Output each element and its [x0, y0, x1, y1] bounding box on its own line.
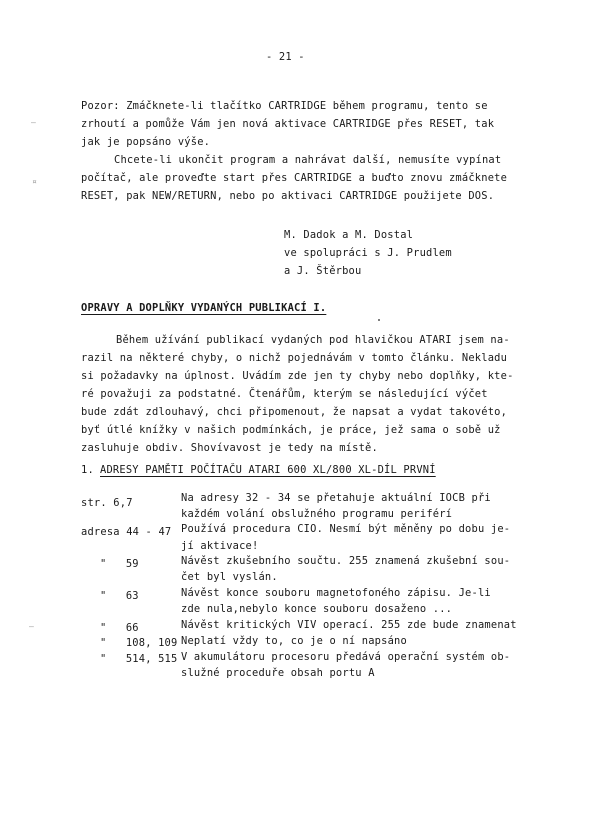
intro-line-3: si požadavky na úplnost. Uvádím zde jen ty chyby nebo doplňky, kte- — [81, 370, 514, 382]
entry-text: Návěst kritických VIV operací. 255 zde bude znamenat — [181, 619, 517, 631]
entry-text: jí aktivace! — [181, 540, 259, 552]
intro-line-6: byť útlé knížky v našich podmínkách, je práce, jež sama o sobě už — [81, 424, 501, 436]
entry-ref: " 108, 109 — [100, 637, 178, 649]
entry-text: V akumulátoru procesoru předává operační systém ob- — [181, 651, 511, 663]
scan-dot-icon — [378, 319, 380, 321]
entry-ref: " 59 — [100, 558, 139, 570]
entry-text: Na adresy 32 - 34 se přetahuje aktuální IOCB při — [181, 492, 491, 504]
subheading-title: ADRESY PAMĚTI POČÍTAČU ATARI 600 XL/800 XL-DÍL PRVNÍ — [100, 464, 436, 476]
signature-line-1: M. Dadok a M. Dostal — [284, 229, 414, 241]
entry-ref: str. 6,7 — [81, 497, 133, 509]
entry-text: služné proceduře obsah portu A — [181, 667, 375, 679]
paragraph-1-line-3: jak je popsáno výše. — [81, 136, 211, 148]
paragraph-2-line-1: Chcete-li ukončit program a nahrávat další, nemusíte vypínat — [114, 154, 502, 166]
scan-mark-icon: – — [31, 118, 36, 127]
entry-ref: adresa 44 - 47 — [81, 526, 172, 538]
section-heading: OPRAVY A DOPLŇKY VYDANÝCH PUBLIKACÍ I. — [81, 302, 327, 314]
intro-line-4: ré považuji za podstatné. Čtenářům, kterým se následující výčet — [81, 388, 488, 400]
paragraph-1-line-1: Pozor: Zmáčknete-li tlačítko CARTRIDGE během programu, tento se — [81, 100, 488, 112]
paragraph-2-line-2: počítač, ale proveďte start přes CARTRIDGE a buďto znovu zmáčknete — [81, 172, 508, 184]
entry-text: zde nula,nebylo konce souboru dosaženo ... — [181, 603, 453, 615]
entry-text: každém volání obslužného programu periférí — [181, 508, 453, 520]
page-number: - 21 - — [266, 51, 305, 63]
entry-text: Neplatí vždy to, co je o ní napsáno — [181, 635, 407, 647]
scan-mark-icon: – — [29, 622, 34, 631]
entry-ref: " 514, 515 — [100, 653, 178, 665]
paragraph-1-line-2: zrhoutí a pomůže Vám jen nová aktivace CARTRIDGE přes RESET, tak — [81, 118, 495, 130]
intro-line-7: zasluhuje obdiv. Shovívavost je tedy na místě. — [81, 442, 378, 454]
entry-ref: " 63 — [100, 590, 139, 602]
signature-line-3: a J. Štěrbou — [284, 265, 362, 277]
intro-line-1: Během užívání publikací vydaných pod hlavičkou ATARI jsem na- — [116, 334, 510, 346]
scan-mark-icon: ¤ — [32, 177, 37, 186]
paragraph-2-line-3: RESET, pak NEW/RETURN, nebo po aktivaci CARTRIDGE použijete DOS. — [81, 190, 495, 202]
entry-text: Návěst konce souboru magnetofoného zápisu. Je-li — [181, 587, 491, 599]
entry-text: čet byl vyslán. — [181, 571, 278, 583]
entry-ref: " 66 — [100, 622, 139, 634]
intro-line-5: bude zdát zdlouhavý, chci připomenout, že napsat a vydat takovéto, — [81, 406, 508, 418]
intro-line-2: razil na některé chyby, o nichž pojednávám v tomto článku. Nekladu — [81, 352, 508, 364]
entry-text: Návěst zkušebního součtu. 255 znamená zkušební sou- — [181, 555, 511, 567]
subheading-number: 1. — [81, 464, 94, 476]
entry-text: Používá procedura CIO. Nesmí být měněny po dobu je- — [181, 523, 511, 535]
signature-line-2: ve spolupráci s J. Prudlem — [284, 247, 452, 259]
